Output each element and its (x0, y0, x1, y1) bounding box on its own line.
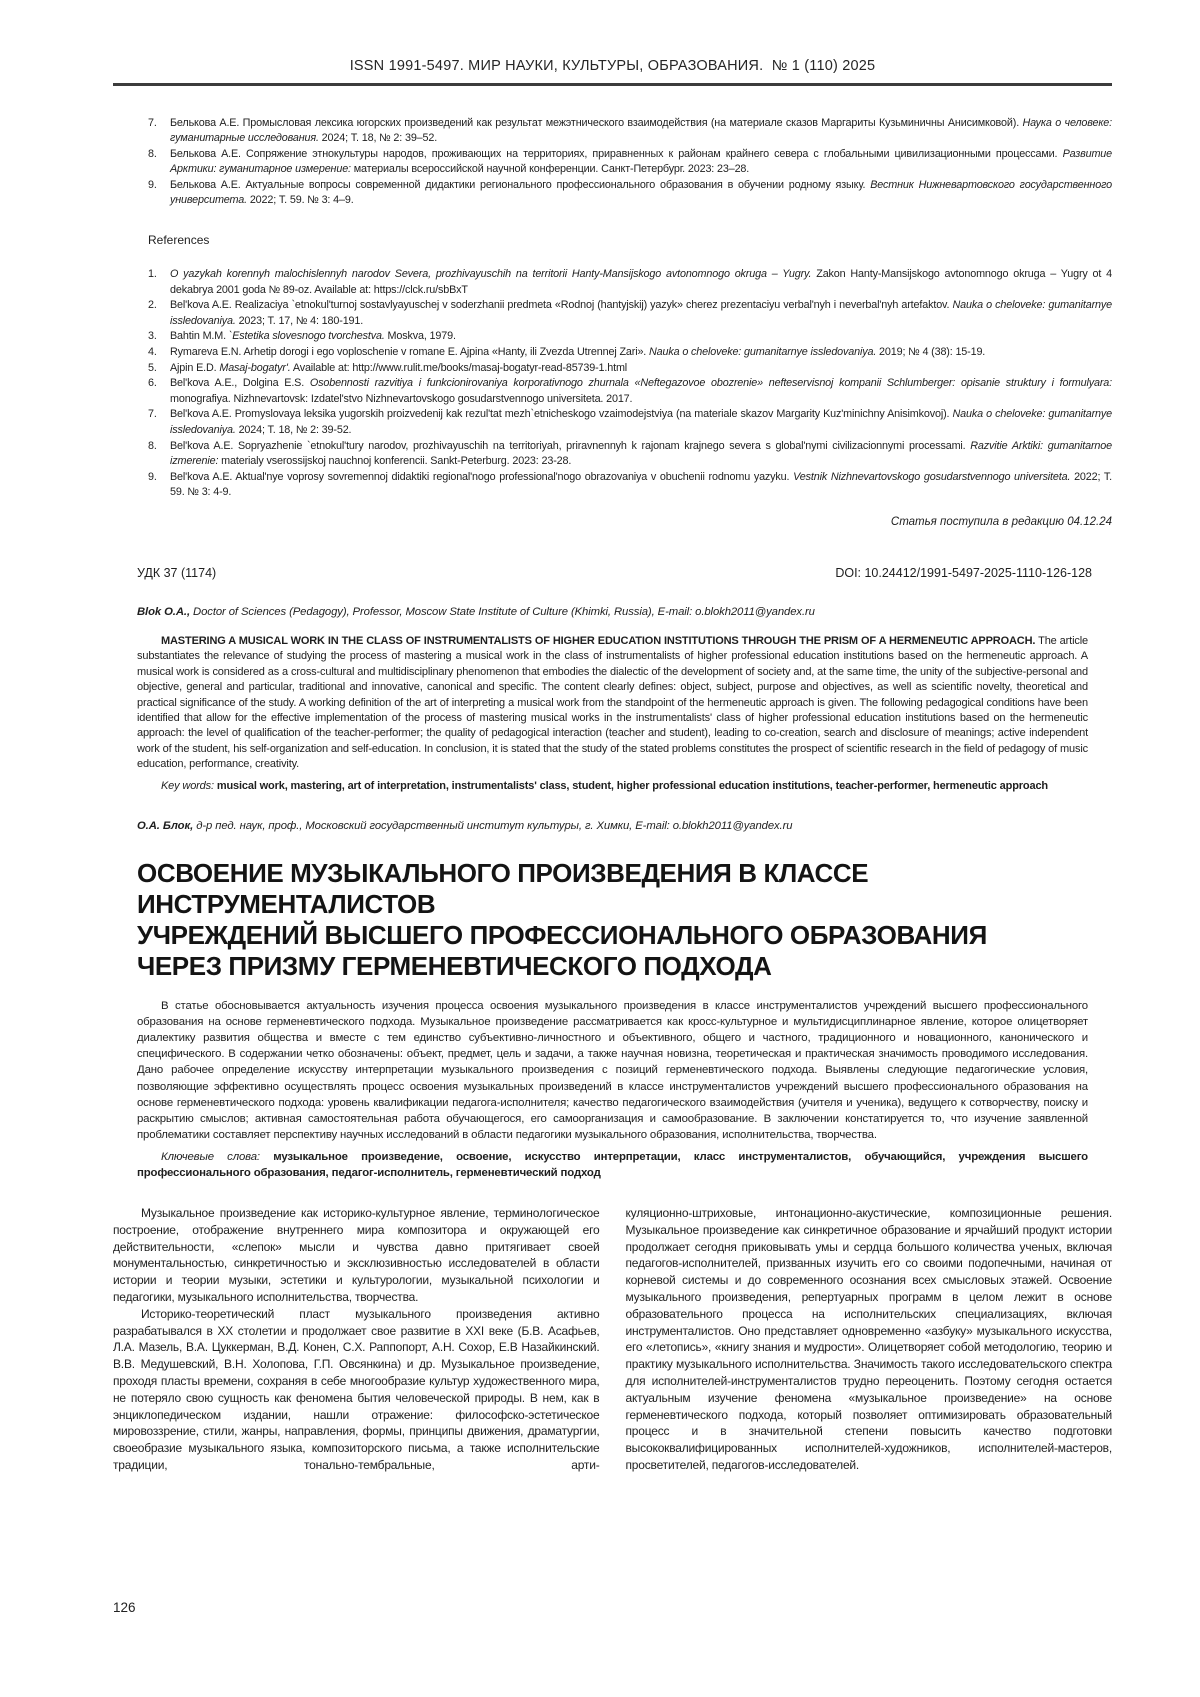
journal-header: ISSN 1991-5497. МИР НАУКИ, КУЛЬТУРЫ, ОБРАЗОВАНИЯ. № 1 (110) 2025 (349, 58, 876, 74)
reference-text: Bahtin M.M. `Estetika slovesnogo tvorchestva. Moskva, 1979. (170, 330, 456, 343)
reference-number: 3. (148, 330, 157, 343)
reference-text: Белькова А.Е. Сопряжение этнокультуры народов, проживающих на территориях, приравненных к районам крайнего севера с глобальными цивилизационными процессами. Развитие Арктики: гуманитарное измерение: материалы всероссийской научной конференции. Санкт-Петербург. 2023: 23–28. (170, 147, 1112, 176)
udk-code: УДК 37 (1174) (137, 565, 217, 580)
reference-item (148, 361, 1112, 377)
reference-item (148, 439, 1112, 470)
reference-number: 2. (148, 299, 157, 312)
article-title-ru-line: ОСВОЕНИЕ МУЗЫКАЛЬНОГО ПРОИЗВЕДЕНИЯ В КЛАССЕ ИНСТРУМЕНТАЛИСТОВ (137, 858, 869, 920)
reference-number: 1. (148, 268, 157, 281)
body-paragraph: Историко-теоретический пласт музыкального произведения активно разрабатывался в ХХ столетии и продолжает свое развитие в XXI веке (Б.В. Асафьев, Л.А. Мазель, В.А. Цуккерман, В.Д. Конен, С.Х. Раппопорт, А.Н. Сохор, Е.В Назайкинский. В.В. Медушевский, В.Н. Холопова, Г.П. Овсянкина) и др. Музыкальное произведение, проходя пласты времени, сохраняя в себе многообразие культур художественного мира, не потеряло свою сущность как феномена бытия человеческой природы. В нем, как в энциклопедическом издании, нашли отражение: философско-эстетическое мировоззрение, стили, жанры, направления, формы, принципы движения, драматургии, своеобразие музыкального языка, композиторского письма, а также исполнительские традиции, тонально-тембральные, арти- (113, 1306, 600, 1473)
keywords-label-ru: Ключевые слова: (161, 1150, 260, 1163)
body-column-right (626, 1205, 1113, 1474)
reference-item (148, 407, 1112, 438)
reference-number: 6. (148, 377, 157, 390)
keywords-ru (137, 1149, 1088, 1181)
reference-text: Белькова А.Е. Актуальные вопросы современной дидактики регионального профессионального образования в обучении родному языку. Вестник Нижневартовского государственного университета. 2022; Т. 59. № 3: 4–9. (170, 178, 1112, 207)
reference-item (148, 345, 1112, 361)
reference-number: 9. (148, 470, 157, 483)
reference-item (148, 147, 1112, 178)
keywords-list-en: musical work, mastering, art of interpretation, instrumentalists' class, student, higher professional education institutions, teacher-performer, hermeneutic approach (213, 779, 1048, 792)
received-date-note: Статья поступила в редакцию 04.12.24 (890, 515, 1112, 528)
reference-text: O yazykah korennyh malochislennyh narodov Severa, prozhivayuschih na territorii Hanty-Mansijskogo avtonomnogo okruga – Yugry. Zakon Hanty-Mansijskogo avtonomnogo okruga – Yugry ot 4 dekabrya 2001 goda № 89-oz. Available at: https://clck.ru/sbBxT (170, 268, 1112, 296)
reference-item (148, 267, 1112, 298)
keywords-en (137, 779, 1088, 794)
author-affiliation-en: Doctor of Sciences (Pedagogy), Professor, Moscow State Institute of Culture (Khimki, Russia), E-mail: o.blokh2011@yandex.ru (189, 605, 815, 618)
article-title-ru-line: ЧЕРЕЗ ПРИЗМУ ГЕРМЕНЕВТИЧЕСКОГО ПОДХОДА (137, 951, 772, 982)
abstract-en (137, 634, 1088, 773)
keywords-label-en: Key words: (161, 779, 214, 792)
reference-item (148, 178, 1112, 209)
body-columns (113, 1205, 1112, 1474)
reference-text: Bel'kova A.E., Dolgina E.S. Osobennosti razvitiya i funkcionirovaniya korporativnogo zhurnala «Neftegazovoe obozrenie» nefteservisnoj kompanii Schlumberger: opisanie struktury i formulyara: monografiya. Nizhnevartovsk: Izdatel'stvo Nizhnevartovskogo gosudarstvennogo universiteta. 2017. (170, 377, 1112, 405)
doi-code: DOI: 10.24412/1991-5497-2025-1110-126-128 (835, 565, 1092, 580)
keywords-list-ru: музыкальное произведение, освоение, искусство интерпретации, класс инструменталистов, обучающийся, учреждения высшего профессионального образования, педагог-исполнитель, герменевтический подход (137, 1150, 1088, 1179)
transliterated-references-list (113, 267, 1112, 501)
reference-number: 7. (148, 408, 157, 421)
author-line-ru (137, 820, 1112, 832)
author-line-en (137, 606, 1112, 618)
reference-number: 5. (148, 361, 157, 374)
article-title-ru-line: УЧРЕЖДЕНИЙ ВЫСШЕГО ПРОФЕССИОНАЛЬНОГО ОБРАЗОВАНИЯ (137, 920, 987, 951)
article-title-ru (137, 858, 1112, 982)
page-number: 126 (113, 1600, 136, 1615)
russian-references-list (113, 116, 1112, 210)
reference-number: 4. (148, 346, 157, 359)
reference-number: 9. (148, 178, 157, 191)
header-rule (113, 83, 1112, 86)
reference-item (148, 376, 1112, 407)
abstract-en-body: The article substantiates the relevance of studying the process of mastering a musical work in the class of instrumentalists of higher professional education institutions based on the hermeneutic approach. A musical work is considered as a cross-cultural and multidisciplinary phenomenon that embodies the dialectic of the development of society and, at the same time, the unity of the subjective-personal and objective, general and particular, traditional and innovative, canonical and specific. The content clearly defines: object, subject, purpose and objectives, as well as scientific novelty, theoretical and practical significance of the study. A working definition of the art of interpreting a musical work from the standpoint of the hermeneutic approach is given. The following pedagogical conditions have been identified that allow for the effective implementation of the process of mastering musical works in the instrumentalists' class of higher professional education institutions based on the hermeneutic approach: the level of qualification of the teacher-performer; the quality of pedagogical interaction (teacher and student), leading to co-creation, search and disclosure of meanings; active independent work of the student, his self-organization and self-education. In conclusion, it is stated that the study of the stated problems constitutes the prospect of scientific research in the field of pedagogy of music education, performance, creativity. (137, 634, 1088, 771)
reference-text: Bel'kova A.E. Realizaciya `etnokul'turnoj sostavlyayuschej v soderzhanii predmeta «Rodnoj (hantyjskij) yazyk» cherez prezentaciyu verbal'nyh i neverbal'nyh artefaktov. Nauka o cheloveke: gumanitarnye issledovaniya. 2023; T. 17, № 4: 180-191. (170, 299, 1112, 327)
author-affiliation-ru: д-р пед. наук, проф., Московский государственный институт культуры, г. Химки, E-mail: o.blokh2011@yandex.ru (193, 820, 793, 833)
reference-item (148, 298, 1112, 329)
author-name-ru: О.А. Блок, (137, 820, 194, 833)
reference-text: Bel'kova A.E. Sopryazhenie `etnokul'tury narodov, prozhivayuschih na territoriyah, priravnennyh k rajonam krajnego severa s global'nymi civilizacionnymi processami. Razvitie Arktiki: gumanitarnoe izmerenie: materialy vserossijskoj nauchnoj konferencii. Sankt-Peterburg. 2023: 23-28. (170, 439, 1112, 468)
references-heading: References (148, 233, 210, 248)
author-name-en: Blok O.A., (137, 605, 190, 618)
reference-number: 8. (148, 439, 157, 452)
meta-row (137, 566, 1092, 580)
reference-number: 7. (148, 116, 157, 129)
abstract-ru: В статье обосновывается актуальность изучения процесса освоения музыкального произведения в классе инструменталистов учреждений высшего профессионального образования на основе герменевтического подхода. Музыкальное произведение рассматривается как кросс-культурное и мультидисциплинарное явление, которое олицетворяет диалектику развития общества и вместе с тем единство субъективно-личностного и объективного, общего и частного, традиционного и новационного, канонического и специфического. В содержании четко обозначены: объект, предмет, цель и задачи, а также научная новизна, теоретическая и практическая значимость проводимого исследования. Дано рабочее определение искусству интерпретации музыкального произведения с позиций герменевтического подхода. Выявлены следующие педагогические условия, позволяющие эффективно осуществлять процесс освоения музыкальных произведений в классе инструменталистов учреждений высшего профессионального образования на основе герменевтического подхода: уровень квалификации педагога-исполнителя; качество педагогического взаимодействия (учителя и ученика), ведущего к сотворчеству, поиску и раскрытию смыслов; активная самостоятельная работа обучающегося, его самоорганизация и самообразование. В заключении констатируется то, что изучение заявленной проблематики составляет перспективу научных исследований в области педагогики музыкального образования, исполнительства, творчества. (137, 1000, 1088, 1141)
reference-text: Ajpin E.D. Masaj-bogatyr'. Available at: http://www.rulit.me/books/masaj-bogatyr-read-85739-1.html (170, 361, 628, 374)
reference-text: Bel'kova A.E. Aktual'nye voprosy sovremennoj didaktiki regional'nogo professional'nogo obrazovaniya v obuchenii rodnomu yazyku. Vestnik Nizhnevartovskogo gosudarstvennogo universiteta. 2022; T. 59. № 3: 4-9. (170, 470, 1112, 499)
body-paragraph: Музыкальное произведение как историко-культурное явление, терминологическое построение, отображение внутреннего мира композитора и окружающей его действительности, «слепок» мысли и чувства давно притягивает своей монументальностью, синкретичностью и эксклюзивностью исследователей в области истории и теории музыки, эстетики и культурологии, музыкальной психологии и педагогики, музыкального исполнительства, творчества. (113, 1206, 600, 1305)
reference-text: Rymareva E.N. Arhetip dorogi i ego voploschenie v romane E. Ajpina «Hanty, ili Zvezda Utrennej Zari». Nauka o cheloveke: gumanitarnye issledovaniya. 2019; № 4 (38): 15-19. (170, 346, 986, 359)
reference-item (148, 470, 1112, 501)
body-column-left (113, 1205, 600, 1474)
article-title-en: MASTERING A MUSICAL WORK IN THE CLASS OF INSTRUMENTALISTS OF HIGHER EDUCATION INSTITUTIONS THROUGH THE PRISM OF A HERMENEUTIC APPROACH. (161, 634, 1036, 647)
reference-item (148, 329, 1112, 345)
reference-number: 8. (148, 147, 157, 160)
body-paragraph: куляционно-штриховые, интонационно-акустические, композиционные решения. Музыкальное произведение как синкретичное образование и ярчайший продукт истории продолжает сегодня приковывать умы и сердца большого количества ученых, включая педагогов-исполнителей, призванных изучить его со своими подопечными, начиная от корневой системы и до современного осознания всех смысловых этажей. Освоение музыкального произведения, репертуарных программ в целом лежит в основе образовательного процесса на исполнительских специализациях, включая инструменталистов. Оно представляет одновременно «азбуку» музыкального искусства, его «летопись», «книгу знания и мудрости». Олицетворяет собой методологию, теорию и практику музыкального исполнительства. Значимость такого исследовательского спектра для исполнителей-инструменталистов трудно переоценить. Поэтому сегодня остается актуальным изучение феномена «музыкальное произведение» на основе герменевтического подхода, который позволяет оптимизировать образовательный процесс и в значительной степени повысить качество подготовки высококвалифицированных исполнителей-художников, исполнителей-мастеров, просветителей, педагогов-исследователей. (625, 1206, 1112, 1473)
reference-text: Белькова А.Е. Промысловая лексика югорских произведений как результат межэтнического взаимодействия (на материале сказов Маргариты Кузьминичны Анисимковой). Наука о человеке: гуманитарные исследования. 2024; Т. 18, № 2: 39–52. (170, 116, 1112, 145)
reference-item (148, 116, 1112, 147)
reference-text: Bel'kova A.E. Promyslovaya leksika yugorskih proizvedenij kak rezul'tat mezh`etnicheskogo vzaimodejstviya (na materiale skazov Margarity Kuz'minichny Anisimkovoj). Nauka o cheloveke: gumanitarnye issledovaniya. 2024; T. 18, № 2: 39-52. (170, 408, 1112, 436)
